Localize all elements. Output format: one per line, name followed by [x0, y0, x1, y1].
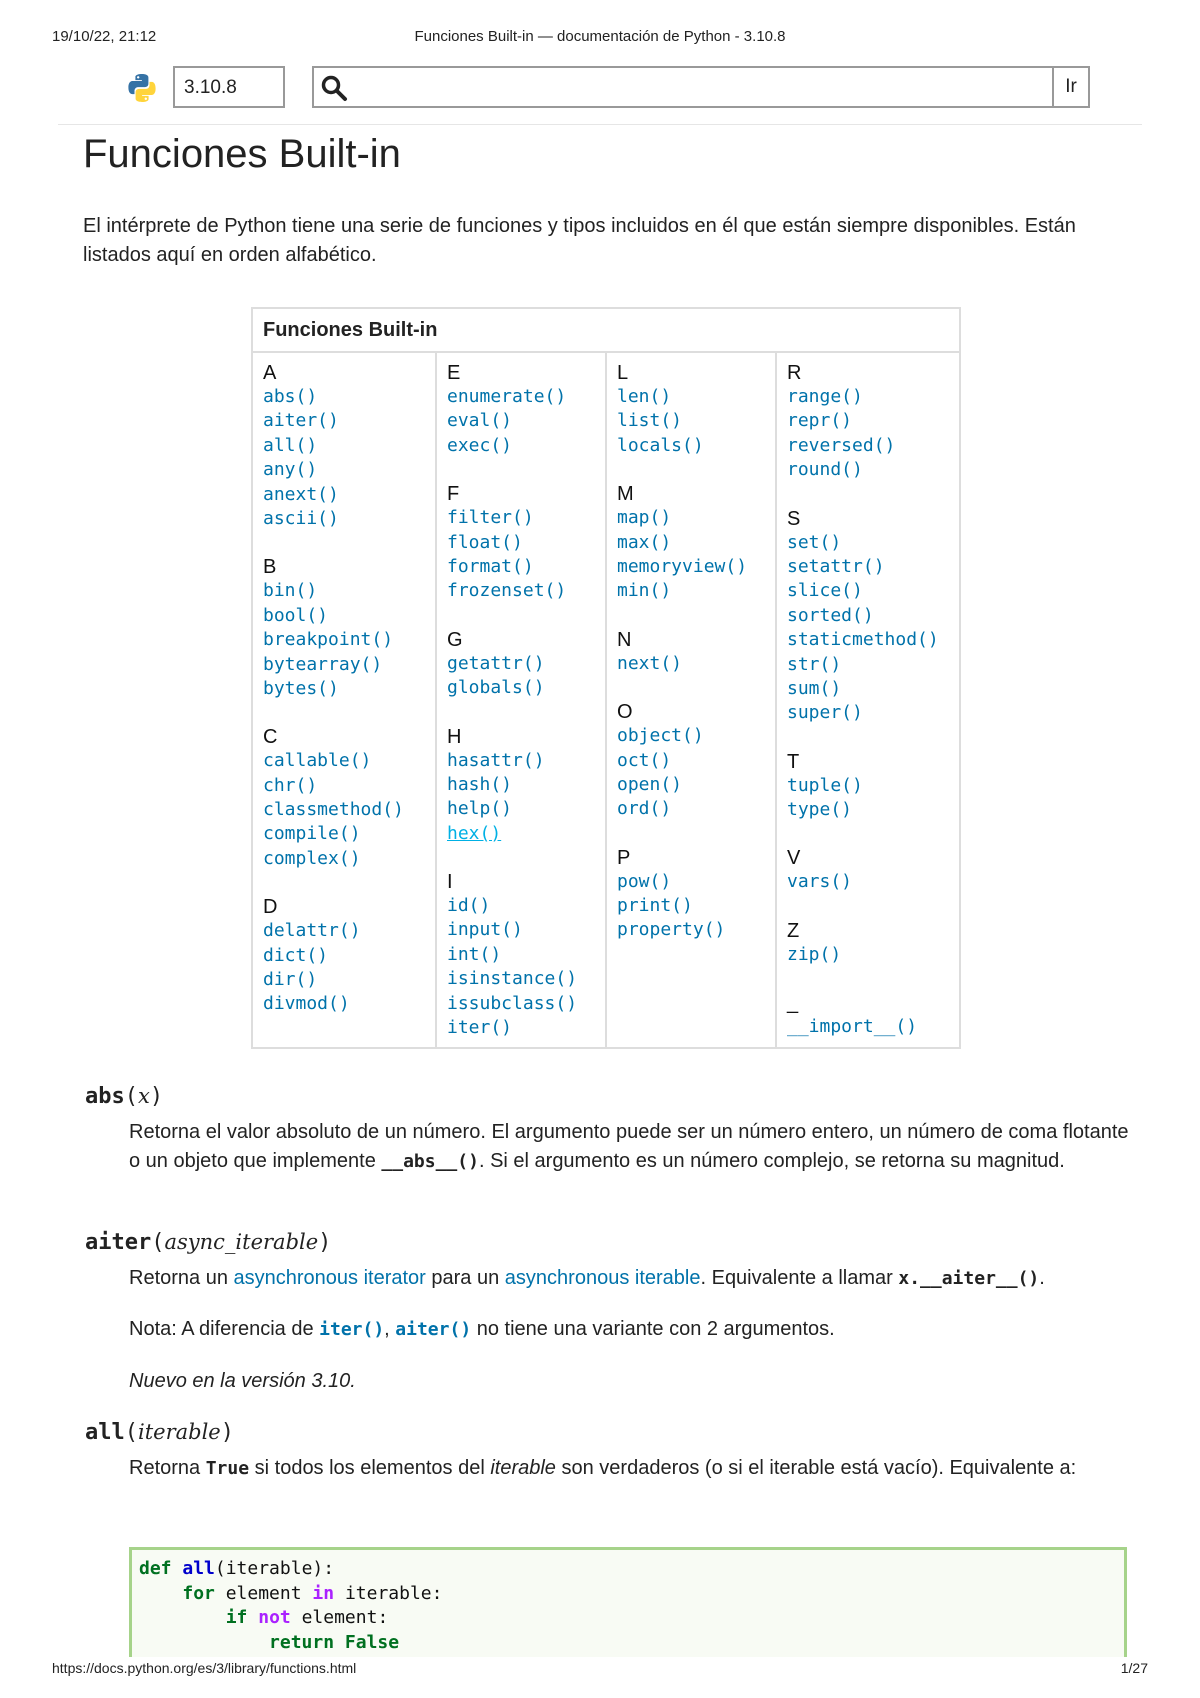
table-group: [263, 895, 425, 1017]
group-letter: Z: [787, 919, 800, 942]
function-link[interactable]: memoryview(): [617, 555, 748, 577]
aiter-note-text: Nota: A diferencia de: [129, 1318, 320, 1340]
function-link[interactable]: __import__(): [787, 1016, 918, 1038]
search-icon: [320, 74, 348, 102]
iter-link[interactable]: iter(): [319, 1319, 385, 1340]
aiter-name: aiter: [85, 1230, 152, 1255]
aiter-desc-text-4: .: [1039, 1267, 1045, 1289]
all-desc-text: Retorna: [129, 1457, 206, 1479]
table-column-2: [437, 353, 607, 1047]
code-example-block: [129, 1547, 1127, 1657]
code-line-2-a: element: [214, 1582, 313, 1604]
true-code: True: [205, 1458, 250, 1479]
group-letter: O: [617, 701, 633, 724]
function-link[interactable]: exec(): [447, 434, 513, 456]
aiter-version-note: [129, 1367, 1129, 1396]
function-link[interactable]: eval(): [447, 410, 513, 432]
function-link[interactable]: classmethod(): [263, 799, 404, 821]
function-link[interactable]: float(): [447, 531, 523, 553]
table-group: [447, 870, 595, 1040]
function-link[interactable]: open(): [617, 773, 683, 795]
function-link[interactable]: complex(): [263, 847, 361, 869]
function-link[interactable]: zip(): [787, 943, 842, 965]
page-title: Funciones Built-in: [83, 132, 401, 176]
function-link[interactable]: range(): [787, 386, 863, 407]
all-desc-em: iterable: [490, 1457, 556, 1479]
code-in-keyword: in: [312, 1582, 335, 1604]
function-link[interactable]: hash(): [447, 773, 513, 795]
table-group: [787, 361, 949, 483]
abs-param: x: [138, 1084, 150, 1108]
abs-dunder-code: __abs__(): [381, 1151, 479, 1172]
aiter-param: async_iterable: [164, 1230, 319, 1254]
table-group: [447, 361, 595, 458]
group-letter: L: [617, 362, 629, 384]
aiter-desc-text-2: para un: [425, 1267, 505, 1289]
function-link[interactable]: setattr(): [787, 555, 885, 577]
function-link[interactable]: slice(): [787, 580, 863, 602]
function-link[interactable]: sum(): [787, 677, 842, 699]
function-link[interactable]: breakpoint(): [263, 629, 394, 651]
function-link[interactable]: int(): [447, 943, 502, 965]
builtins-table-header: Funciones Built-in: [253, 309, 959, 353]
code-line-1-rest: (iterable):: [214, 1558, 335, 1579]
function-link[interactable]: property(): [617, 919, 726, 941]
table-group: [787, 919, 949, 967]
group-letter: B: [263, 556, 277, 579]
aiter-new-in-version: Nuevo en la versión 3.10.: [129, 1370, 356, 1392]
code-return-keyword: return: [269, 1631, 335, 1653]
table-group: [617, 482, 765, 604]
function-link[interactable]: isinstance(): [447, 968, 578, 990]
function-link[interactable]: filter(): [447, 507, 534, 529]
code-line-2-b: iterable:: [334, 1582, 443, 1604]
group-letter: G: [447, 628, 463, 651]
function-link[interactable]: globals(): [447, 677, 545, 699]
table-group: [617, 700, 765, 822]
table-group: [787, 507, 949, 726]
print-url: https://docs.python.org/es/3/library/functions.html: [52, 1660, 357, 1676]
function-link[interactable]: object(): [617, 725, 704, 747]
group-letter: H: [447, 725, 462, 748]
function-link[interactable]: bytearray(): [263, 653, 383, 675]
group-letter: A: [263, 362, 277, 384]
function-link[interactable]: getattr(): [447, 652, 545, 674]
code-if-keyword: if: [225, 1607, 248, 1628]
abs-desc-text: Retorna el valor absoluto de un número. El argumento puede ser un número entero, un número de coma flotante o un objeto que implemente: [129, 1121, 1129, 1172]
all-signature: all(iterable): [85, 1420, 234, 1445]
table-group: [263, 555, 425, 701]
asynchronous-iterable-link[interactable]: asynchronous iterable: [504, 1267, 701, 1289]
group-letter: C: [263, 726, 278, 749]
aiter-note-sep: ,: [384, 1318, 396, 1340]
function-link[interactable]: aiter(): [263, 410, 339, 432]
table-group: [617, 628, 765, 676]
abs-name: abs: [85, 1084, 125, 1109]
aiter-description: [129, 1264, 1129, 1293]
function-link[interactable]: set(): [787, 531, 842, 553]
table-column-3: [607, 353, 777, 1047]
table-group: [787, 750, 949, 823]
function-link[interactable]: issubclass(): [447, 992, 578, 1014]
function-link[interactable]: reversed(): [787, 434, 896, 456]
print-page-number: 1/27: [1120, 1660, 1148, 1676]
aiter-note: [129, 1315, 1129, 1344]
function-link[interactable]: enumerate(): [447, 386, 567, 407]
table-group: [447, 628, 595, 701]
function-link[interactable]: print(): [617, 895, 693, 917]
function-link[interactable]: min(): [617, 580, 672, 602]
function-link[interactable]: len(): [617, 386, 672, 407]
function-link[interactable]: oct(): [617, 749, 672, 771]
function-link[interactable]: tuple(): [787, 774, 863, 796]
function-link[interactable]: divmod(): [263, 993, 350, 1015]
table-column-1: [253, 353, 437, 1047]
intro-paragraph: El intérprete de Python tiene una serie de funciones y tipos incluidos en él que están siempre disponibles. Están listados aquí en orden alfabético.: [83, 215, 1076, 266]
group-letter: E: [447, 362, 461, 384]
function-link[interactable]: type(): [787, 799, 853, 821]
code-for-keyword: for: [182, 1582, 215, 1604]
python-logo-icon[interactable]: [126, 72, 158, 104]
code-not-keyword: not: [258, 1607, 291, 1628]
group-letter: R: [787, 362, 802, 384]
abs-desc-text-2: . Si el argumento es un número complejo, se retorna su magnitud.: [478, 1150, 1065, 1172]
table-group: [263, 725, 425, 871]
all-param: iterable: [138, 1420, 221, 1444]
function-link[interactable]: bool(): [263, 604, 329, 626]
function-link[interactable]: pow(): [617, 870, 672, 892]
top-navigation-bar: [58, 64, 1142, 125]
abs-signature: abs(x): [85, 1084, 164, 1109]
aiter-signature: aiter(async_iterable): [85, 1230, 332, 1255]
function-link[interactable]: callable(): [263, 750, 372, 772]
function-link[interactable]: hasattr(): [447, 749, 545, 771]
group-letter: V: [787, 847, 801, 870]
function-link[interactable]: help(): [447, 798, 513, 820]
function-link[interactable]: str(): [787, 653, 842, 675]
function-link[interactable]: input(): [447, 919, 523, 941]
function-link[interactable]: sorted(): [787, 604, 874, 626]
function-link[interactable]: ord(): [617, 798, 672, 820]
aiter-desc-text: Retorna un: [129, 1267, 234, 1289]
asynchronous-iterator-link[interactable]: asynchronous iterator: [233, 1267, 426, 1289]
aiter-desc-text-3: . Equivalente a llamar: [700, 1267, 899, 1289]
code-false-constant: False: [344, 1631, 400, 1653]
go-button[interactable]: Ir: [1052, 68, 1088, 106]
function-link[interactable]: vars(): [787, 871, 853, 893]
all-description: [129, 1454, 1129, 1483]
function-link[interactable]: map(): [617, 507, 672, 529]
function-link[interactable]: max(): [617, 531, 672, 553]
function-link[interactable]: iter(): [447, 1017, 513, 1039]
table-group: [447, 482, 595, 604]
function-link[interactable]: staticmethod(): [787, 629, 939, 651]
function-link[interactable]: delattr(): [263, 920, 361, 942]
print-footer: [52, 1660, 1148, 1680]
code-def-keyword: def: [139, 1558, 172, 1579]
function-link[interactable]: dict(): [263, 944, 329, 966]
group-letter: P: [617, 846, 631, 869]
group-letter: N: [617, 628, 632, 651]
function-link[interactable]: dir(): [263, 969, 318, 991]
function-link[interactable]: bytes(): [263, 677, 339, 699]
search-input[interactable]: [354, 70, 1038, 106]
table-group: [617, 361, 765, 458]
search-box: [312, 66, 1090, 108]
aiter-link[interactable]: aiter(): [395, 1319, 472, 1340]
builtins-table-columns: [253, 353, 959, 1047]
table-group: [617, 846, 765, 943]
group-letter: M: [617, 483, 634, 506]
table-group: [787, 991, 949, 1039]
table-group: [447, 725, 595, 847]
group-letter: F: [447, 483, 460, 506]
aiter-dunder-code: x.__aiter__(): [898, 1268, 1040, 1289]
version-select[interactable]: 3.10.8: [173, 66, 285, 108]
print-doc-title: Funciones Built-in — documentación de Python - 3.10.8: [414, 28, 786, 45]
function-link[interactable]: format(): [447, 555, 534, 577]
function-link[interactable]: round(): [787, 459, 863, 481]
group-letter: D: [263, 896, 278, 919]
code-function-name: all: [182, 1558, 215, 1579]
function-link[interactable]: chr(): [263, 774, 318, 796]
group-letter: T: [787, 750, 800, 773]
group-letter: S: [787, 507, 801, 530]
print-header: [52, 28, 1148, 48]
function-link[interactable]: abs(): [263, 386, 318, 407]
code-line-3-rest: element:: [290, 1607, 389, 1628]
function-link[interactable]: next(): [617, 652, 683, 674]
group-letter: _: [787, 992, 799, 1015]
function-link[interactable]: ascii(): [263, 507, 339, 529]
function-link[interactable]: compile(): [263, 823, 361, 845]
function-link[interactable]: frozenset(): [447, 580, 567, 602]
function-link[interactable]: id(): [447, 895, 491, 917]
function-link[interactable]: anext(): [263, 483, 339, 505]
function-link[interactable]: repr(): [787, 410, 853, 432]
table-group: [263, 361, 425, 531]
function-link[interactable]: any(): [263, 459, 318, 481]
table-column-4: [777, 353, 959, 1047]
table-group: [787, 846, 949, 894]
function-link[interactable]: locals(): [617, 434, 704, 456]
all-name: all: [85, 1420, 125, 1445]
all-desc-text-3: son verdaderos (o si el iterable está vacío). Equivalente a:: [555, 1457, 1077, 1479]
function-link[interactable]: hex(): [447, 822, 502, 844]
all-desc-text-2: si todos los elementos del: [249, 1457, 491, 1479]
builtins-table: [251, 307, 961, 1049]
group-letter: I: [447, 871, 453, 894]
print-datetime: 19/10/22, 21:12: [52, 28, 157, 45]
aiter-note-text-2: no tiene una variante con 2 argumentos.: [471, 1318, 835, 1340]
function-link[interactable]: bin(): [263, 580, 318, 602]
function-link[interactable]: all(): [263, 434, 318, 456]
abs-description: [129, 1118, 1129, 1176]
function-link[interactable]: list(): [617, 410, 683, 432]
function-link[interactable]: super(): [787, 702, 863, 724]
